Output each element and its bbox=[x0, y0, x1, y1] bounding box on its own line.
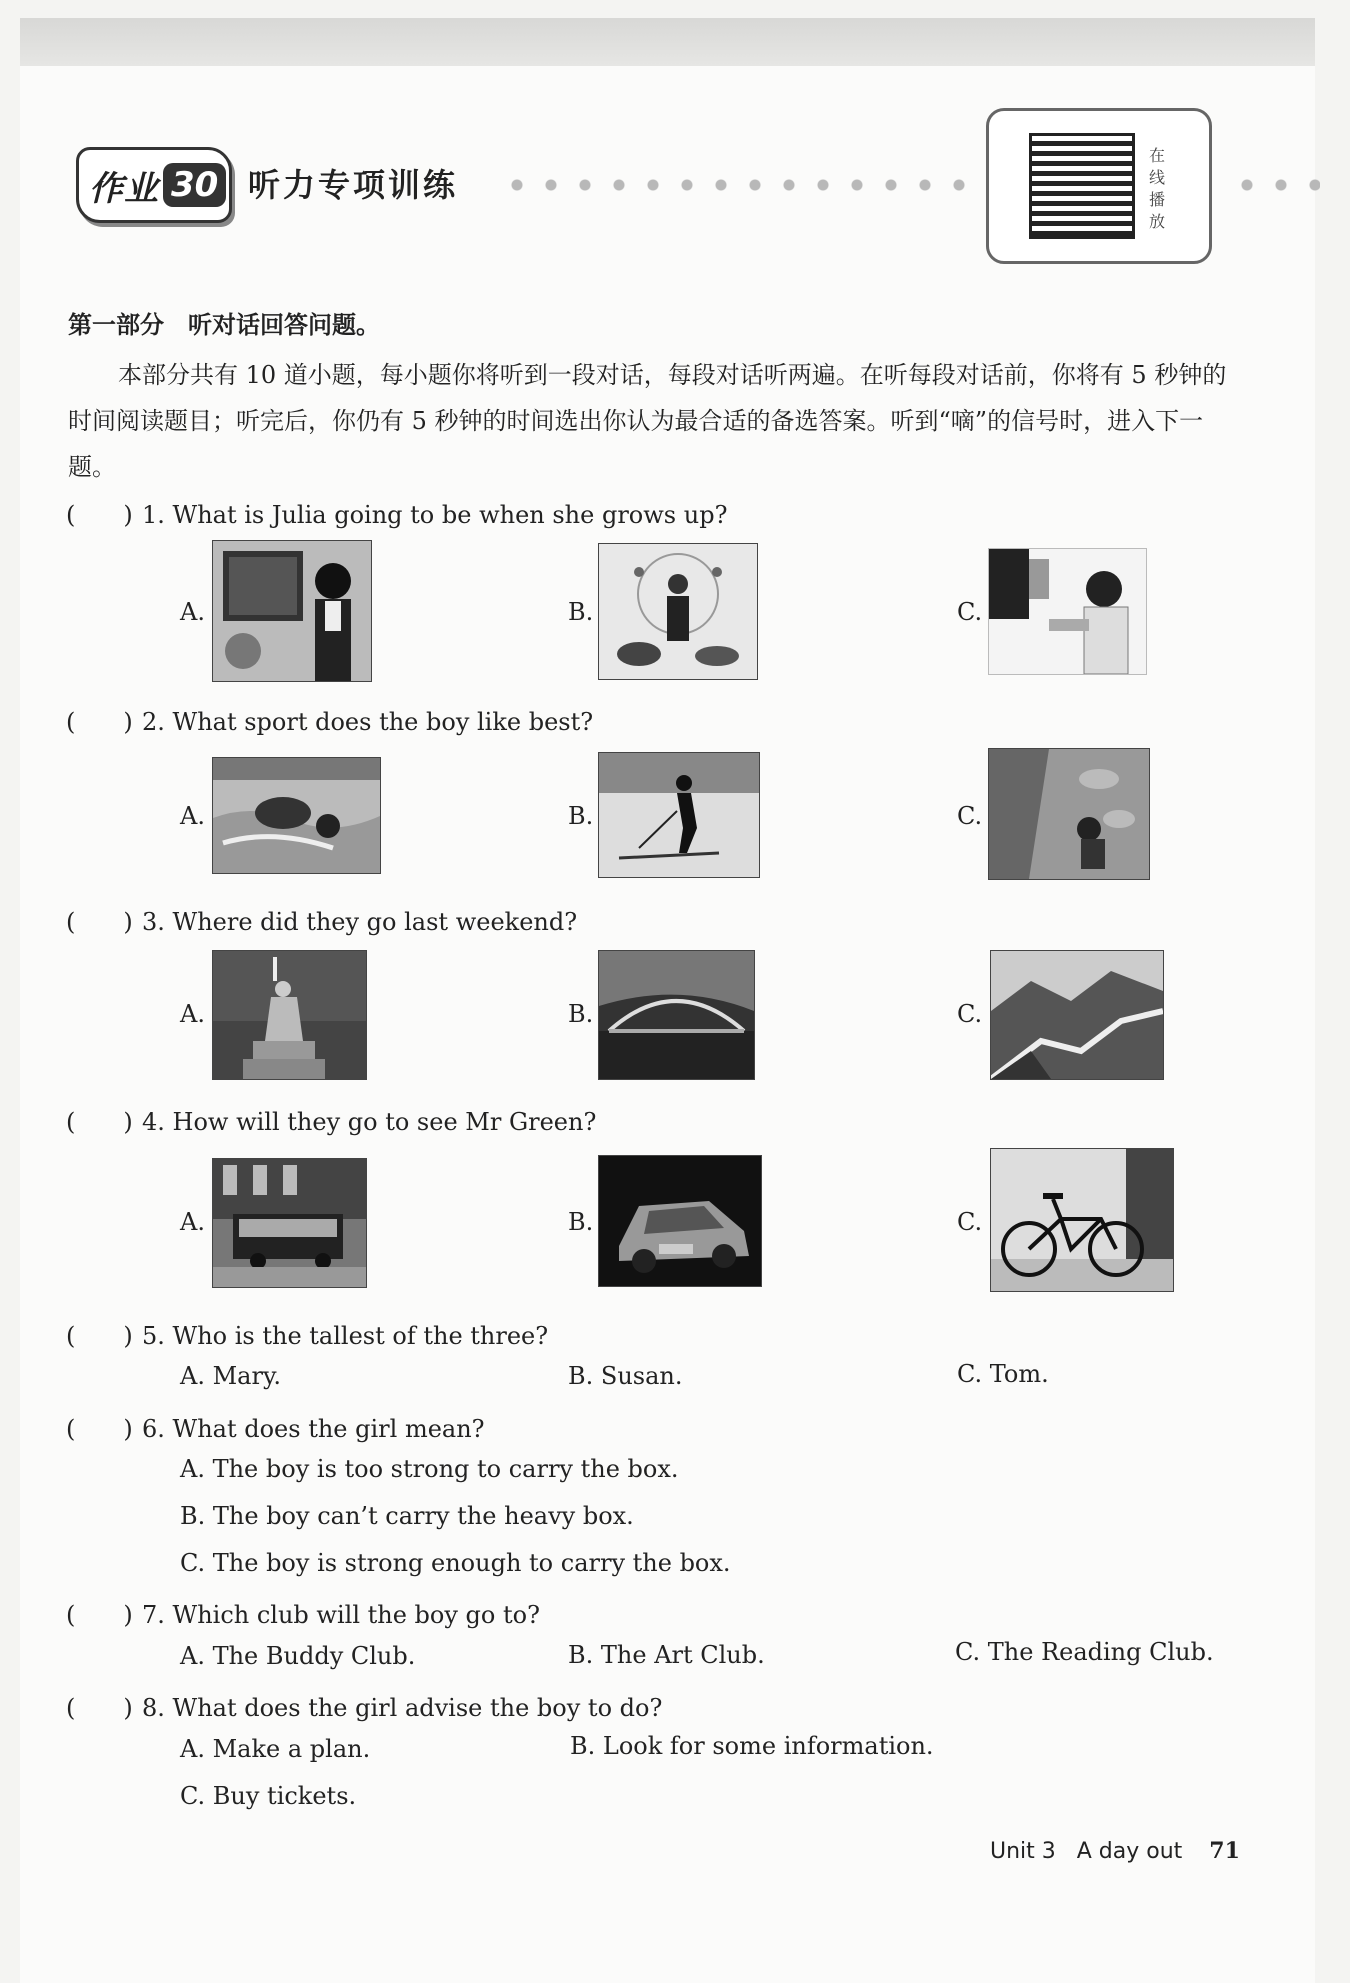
top-scan-strip bbox=[20, 18, 1315, 66]
teacher-photo[interactable] bbox=[212, 540, 372, 682]
qr-caption: 在线播放 bbox=[1149, 146, 1166, 231]
homework-badge bbox=[76, 147, 232, 223]
option-label: A. bbox=[180, 1208, 205, 1236]
option-label: B. bbox=[568, 1208, 594, 1236]
option-label: B. bbox=[568, 598, 594, 626]
option-a: A. The Buddy Club. bbox=[180, 1642, 416, 1670]
question-1 bbox=[66, 495, 727, 530]
option-c: C. The boy is strong enough to carry the box. bbox=[180, 1549, 731, 1577]
option-b: B. Susan. bbox=[568, 1362, 683, 1390]
option-label: C. bbox=[957, 802, 983, 830]
option-b: B. The Art Club. bbox=[568, 1641, 765, 1669]
swimming-photo[interactable] bbox=[212, 757, 381, 874]
qr-code-icon[interactable] bbox=[1029, 133, 1135, 239]
question-text: 5. Who is the tallest of the three? bbox=[142, 1322, 549, 1350]
question-text: 8. What does the girl advise the boy to do? bbox=[142, 1694, 663, 1722]
option-c: C. Tom. bbox=[957, 1360, 1049, 1388]
answer-paren[interactable]: ( ) bbox=[66, 1694, 133, 1722]
car-photo[interactable] bbox=[598, 1155, 762, 1287]
question-7 bbox=[66, 1595, 540, 1630]
cook-photo[interactable] bbox=[598, 543, 758, 680]
doctor-photo[interactable] bbox=[988, 548, 1147, 675]
bus-photo[interactable] bbox=[212, 1158, 367, 1288]
option-b: B. Look for some information. bbox=[570, 1732, 934, 1760]
page-number: 71 bbox=[1209, 1838, 1240, 1864]
option-label: C. bbox=[957, 598, 983, 626]
option-label: C. bbox=[957, 1000, 983, 1028]
option-a: A. Make a plan. bbox=[180, 1735, 371, 1763]
qr-code-box[interactable] bbox=[986, 108, 1212, 264]
option-c: C. The Reading Club. bbox=[955, 1638, 1214, 1666]
section-intro: 本部分共有 10 道小题，每小题你将听到一段对话，每段对话听两遍。在听每段对话前，你将有 5 秒钟的时间阅读题目；听完后，你仍有 5 秒钟的时间选出你认为最合适的备选答案。听到“嘀”的信号时，进入下一题。 bbox=[68, 361, 1227, 481]
option-b: B. The boy can’t carry the heavy box. bbox=[180, 1502, 634, 1530]
option-label: C. bbox=[957, 1208, 983, 1236]
answer-paren[interactable]: ( ) bbox=[66, 1601, 133, 1629]
answer-paren[interactable]: ( ) bbox=[66, 708, 133, 736]
question-text: 4. How will they go to see Mr Green? bbox=[142, 1108, 597, 1136]
option-label: B. bbox=[568, 802, 594, 830]
homework-title: 听力专项训练 bbox=[248, 166, 459, 204]
homework-number: 30 bbox=[163, 163, 226, 207]
question-2 bbox=[66, 702, 593, 737]
option-a: A. Mary. bbox=[180, 1362, 281, 1390]
question-text: 3. Where did they go last weekend? bbox=[142, 908, 578, 936]
answer-paren[interactable]: ( ) bbox=[66, 1322, 133, 1350]
page-footer bbox=[990, 1838, 1240, 1864]
option-a: A. The boy is too strong to carry the box. bbox=[180, 1455, 679, 1483]
option-label: A. bbox=[180, 598, 205, 626]
question-text: 7. Which club will the boy go to? bbox=[142, 1601, 540, 1629]
homework-label: 作业 bbox=[89, 168, 159, 209]
option-c: C. Buy tickets. bbox=[180, 1782, 357, 1810]
question-6 bbox=[66, 1409, 485, 1444]
sydney-harbour-photo[interactable] bbox=[598, 950, 755, 1080]
section-title: 第一部分 听对话回答问题。 bbox=[68, 311, 380, 339]
question-text: 6. What does the girl mean? bbox=[142, 1415, 485, 1443]
great-wall-photo[interactable] bbox=[990, 950, 1164, 1080]
option-label: A. bbox=[180, 1000, 205, 1028]
bicycle-photo[interactable] bbox=[990, 1148, 1174, 1292]
decorative-dots-right bbox=[1230, 178, 1320, 192]
option-label: B. bbox=[568, 1000, 594, 1028]
question-5 bbox=[66, 1316, 548, 1351]
skiing-photo[interactable] bbox=[598, 752, 760, 878]
question-3 bbox=[66, 902, 577, 937]
answer-paren[interactable]: ( ) bbox=[66, 1108, 133, 1136]
question-8 bbox=[66, 1688, 662, 1723]
answer-paren[interactable]: ( ) bbox=[66, 1415, 133, 1443]
answer-paren[interactable]: ( ) bbox=[66, 501, 133, 529]
unit-title: A day out bbox=[1076, 1839, 1183, 1864]
option-label: A. bbox=[180, 802, 205, 830]
question-text: 2. What sport does the boy like best? bbox=[142, 708, 594, 736]
question-4 bbox=[66, 1102, 596, 1137]
statue-of-liberty-photo[interactable] bbox=[212, 950, 367, 1080]
decorative-dots bbox=[500, 178, 970, 192]
unit-label: Unit 3 bbox=[990, 1839, 1056, 1864]
climbing-photo[interactable] bbox=[988, 748, 1150, 880]
answer-paren[interactable]: ( ) bbox=[66, 908, 133, 936]
question-text: 1. What is Julia going to be when she grows up? bbox=[142, 501, 728, 529]
